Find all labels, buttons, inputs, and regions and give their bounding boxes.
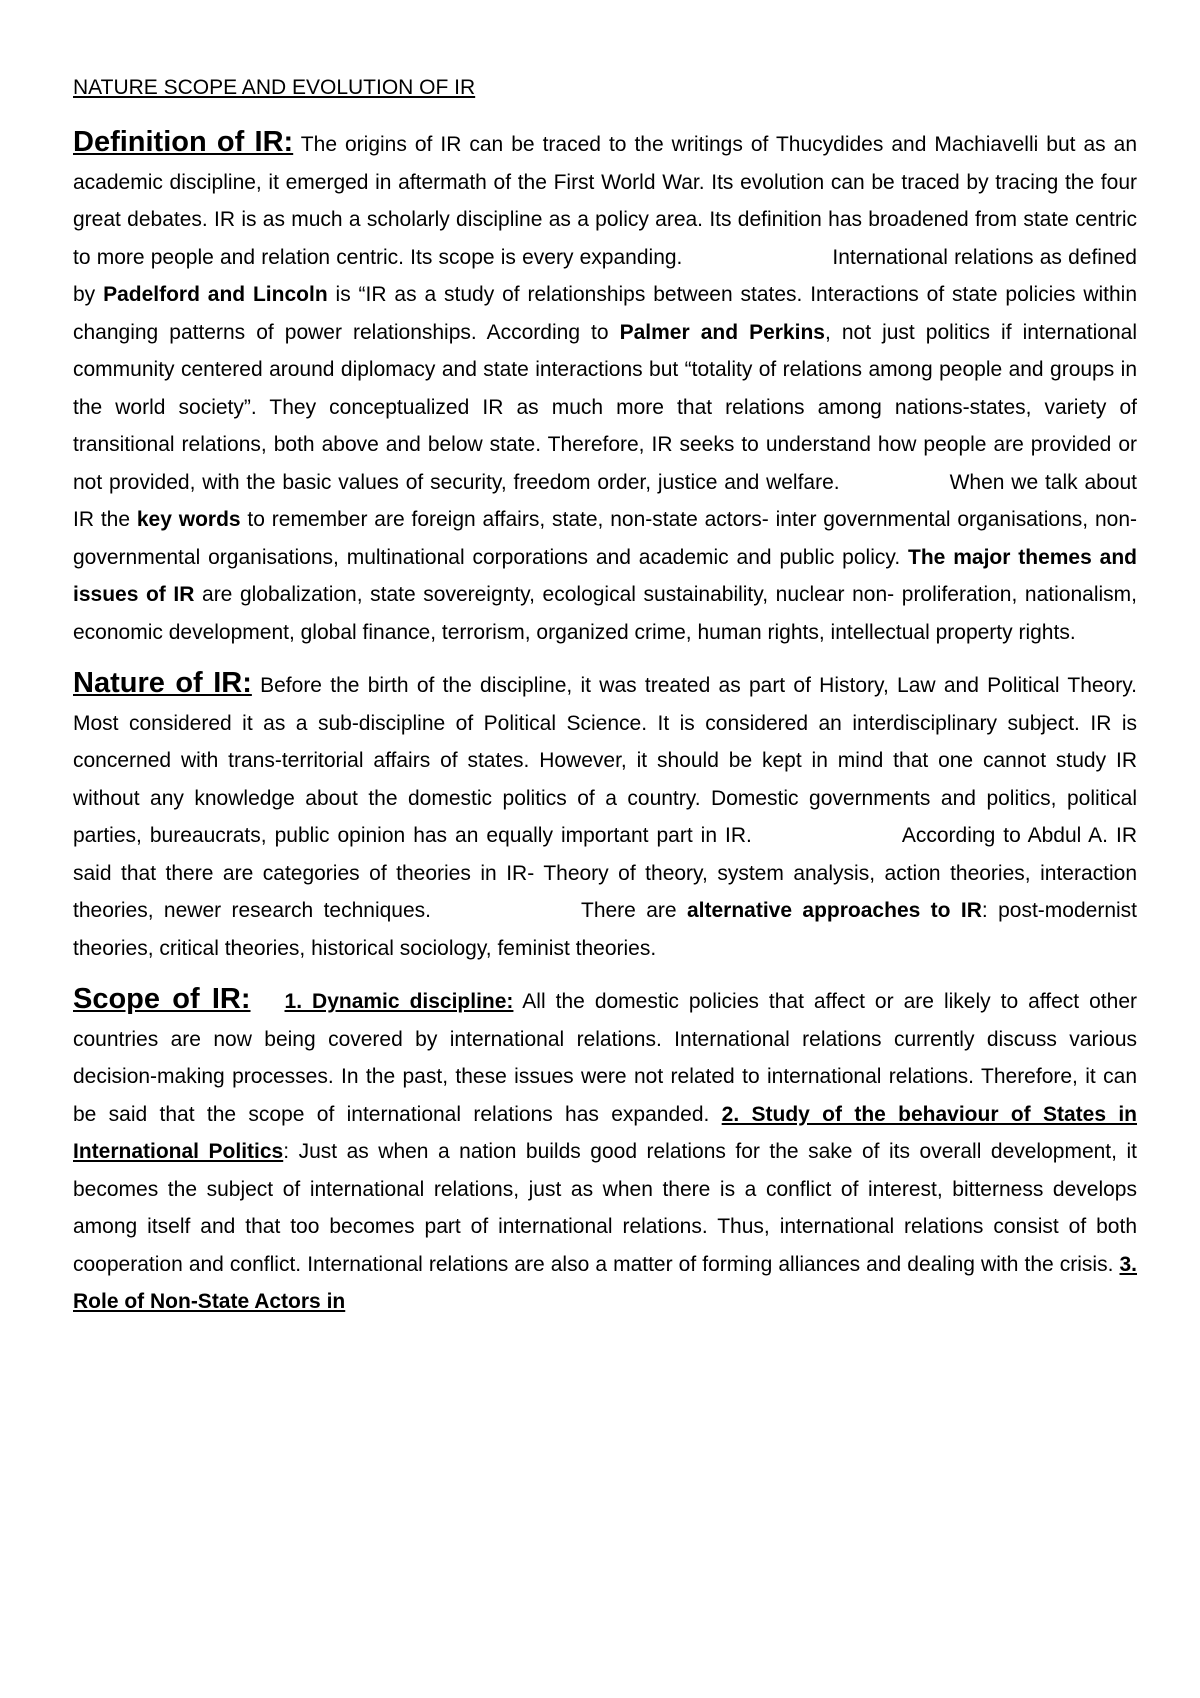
definition-text-5: When we talk about IR the bbox=[73, 470, 1137, 531]
nature-text-1: Before the birth of the discipline, it was treated as part of History, Law and Political Theory. Most considered it as a sub-discipline of Political Science. It is considered an interdisciplinary subject. IR is concerned with trans-territorial affairs of states. However, it should be kept in mind that one cannot study IR without any knowledge about the domestic politics of a country. Domestic governments and politics, political parties, bureaucrats, public opinion has an equally important part in IR. bbox=[73, 674, 1138, 847]
scope-heading: Scope of IR: bbox=[73, 983, 251, 1015]
definition-paragraph bbox=[73, 124, 1137, 651]
definition-text-3: is “IR as a study of relationships between states. Interactions of state policies within changing patterns of power relationships. According to bbox=[73, 283, 1138, 344]
behaviour-of-states-subheading: 2. Study of the behaviour of States in International Politics bbox=[73, 1102, 1137, 1163]
definition-text-2: International relations as defined by bbox=[73, 245, 1137, 306]
nature-paragraph bbox=[73, 665, 1137, 967]
document-title: NATURE SCOPE AND EVOLUTION OF IR bbox=[73, 76, 476, 99]
definition-heading: Definition of IR: bbox=[73, 126, 294, 158]
key-words-bold: key words bbox=[136, 508, 241, 531]
nature-text-2: According to Abdul A. IR said that there are categories of theories in IR- Theory of theory, system analysis, action theories, interaction theories, newer research techniques. bbox=[73, 824, 1137, 922]
document-page bbox=[73, 74, 1137, 1335]
dynamic-discipline-subheading: 1. Dynamic discipline: bbox=[284, 990, 514, 1013]
nature-heading: Nature of IR: bbox=[73, 667, 252, 699]
major-themes-bold: The major themes and issues of IR bbox=[73, 545, 1137, 606]
padelford-lincoln-bold: Padelford and Lincoln bbox=[103, 283, 328, 306]
nature-text-3: There are bbox=[581, 899, 687, 922]
scope-text-2: : Just as when a nation builds good relations for the sake of its overall development, it becomes the subject of international relations, just as when there is a conflict of interest, bitterness develops among itself and that too becomes part of international relations. Thus, international relations consist of both cooperation and conflict. International relations are also a matter of forming alliances and dealing with the crisis. bbox=[73, 1140, 1137, 1276]
definition-text-1: The origins of IR can be traced to the writings of Thucydides and Machiavelli but as an academic discipline, it emerged in aftermath of the First World War. Its evolution can be traced by tracing the four great debates. IR is as much a scholarly discipline as a policy area. Its definition has broadened from state centric to more people and relation centric. Its scope is every expanding. bbox=[73, 133, 1138, 269]
non-state-actors-subheading: 3. Role of Non-State Actors in bbox=[73, 1252, 1137, 1313]
palmer-perkins-bold: Palmer and Perkins bbox=[619, 320, 825, 344]
definition-text-7: are globalization, state sovereignty, ecological sustainability, nuclear non- proliferation, nationalism, economic development, global finance, terrorism, organized crime, human rights, intellectual property rights. bbox=[73, 583, 1137, 644]
scope-text-1: All the domestic policies that affect or are likely to affect other countries are now being covered by international relations. International relations currently discuss various decision-making processes. In the past, these issues were not related to international relations. Therefore, it can be said that the scope of international relations has expanded. bbox=[73, 990, 1137, 1126]
definition-text-4: , not just politics if international community centered around diplomacy and state interactions but “totality of relations among people and groups in the world society”. They conceptualized IR as much more that relations among nations-states, variety of transitional relations, both above and below state. Therefore, IR seeks to understand how people are provided or not provided, with the basic values of security, freedom order, justice and welfare. bbox=[73, 320, 1137, 494]
definition-text-6: to remember are foreign affairs, state, non-state actors- inter governmental organisations, non-governmental organisations, multinational corporations and academic and public policy. bbox=[73, 508, 1137, 569]
nature-text-4: : post-modernist theories, critical theories, historical sociology, feminist theories. bbox=[73, 899, 1137, 960]
alternative-approaches-bold: alternative approaches to IR bbox=[686, 899, 982, 922]
scope-paragraph bbox=[73, 981, 1137, 1321]
